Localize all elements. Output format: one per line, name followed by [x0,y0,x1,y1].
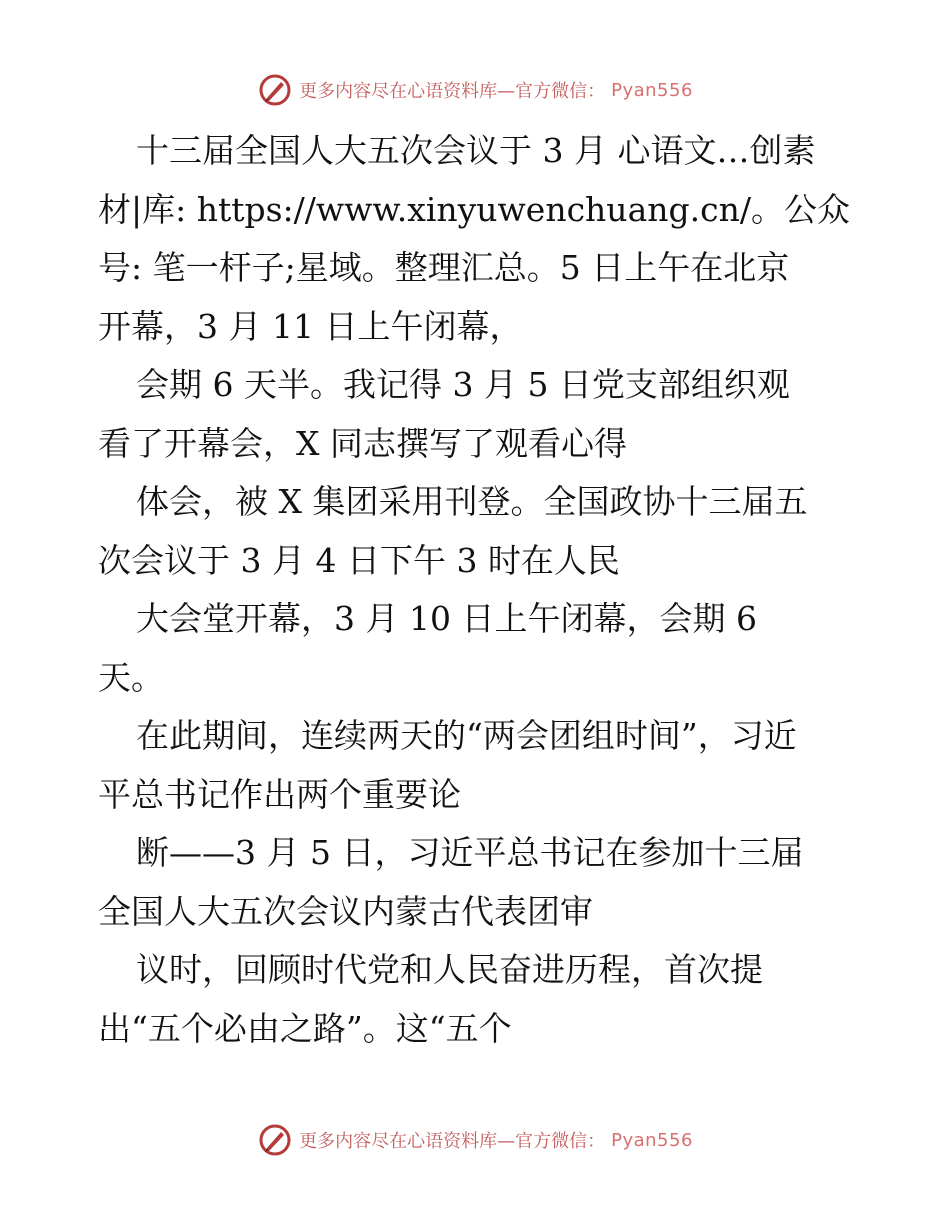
text-line: 体会，被 X 集团采用刊登。全国政协十三届五 [136,482,808,521]
pen-logo-icon [257,72,293,108]
header-banner-handle: Pyan556 [611,79,693,101]
text-line: 看了开幕会，X 同志撰写了观看心得 [98,423,627,463]
header-banner [0,70,950,110]
footer-banner-text: 更多内容尽在心语资料库—官方微信： [299,1131,606,1152]
text-line: 平总书记作出两个重要论 [98,774,461,814]
pen-logo-icon [257,1122,293,1158]
text-line: 在此期间，连续两天的“两会团组时间”，习近 [136,716,797,755]
footer-banner [0,1120,950,1160]
header-banner-text: 更多内容尽在心语资料库—官方微信： [299,81,606,102]
text-line: 议时，回顾时代党和人民奋进历程，首次提 [136,950,763,989]
text-line: 材|库: https://www.xinyuwenchuang.cn/。公众 [98,189,850,229]
text-line: 十三届全国人大五次会议于 3 月 心语文…创素 [136,131,816,170]
text-line: 天。 [98,657,164,697]
text-line: 号: 笔一杆子;星域。整理汇总。5 日上午在北京 [98,248,790,287]
footer-banner-handle: Pyan556 [611,1129,693,1151]
text-line: 开幕，3 月 11 日上午闭幕， [98,306,523,346]
text-line: 出“五个必由之路”。这“五个 [98,1008,512,1048]
document-body [98,122,868,1058]
text-line: 全国人大五次会议内蒙古代表团审 [98,891,593,931]
text-line: 会期 6 天半。我记得 3 月 5 日党支部组织观 [136,365,790,404]
text-line: 次会议于 3 月 4 日下午 3 时在人民 [98,540,620,580]
text-line: 大会堂开幕，3 月 10 日上午闭幕，会期 6 [136,599,757,638]
text-line: 断——3 月 5 日，习近平总书记在参加十三届 [136,833,804,872]
